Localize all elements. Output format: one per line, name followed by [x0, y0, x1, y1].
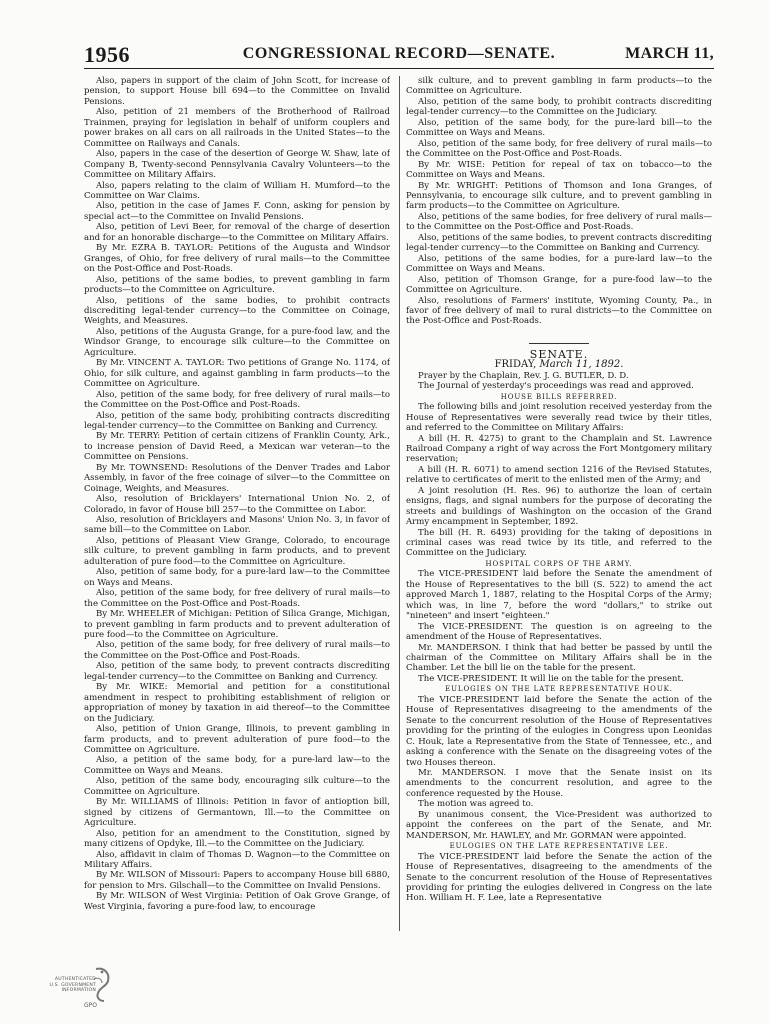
petition-paragraph: By Mr. WILSON of Missouri: Papers to accompany House bill 6880, for pension to Mrs. Gilschall—to the Committee on Invalid Pensions.	[84, 870, 390, 891]
petition-paragraph: Also, petitions of the same bodies, for free delivery of rural mails—to the Committee on the Post-Office and Post-Roads.	[406, 211, 712, 233]
publication-title: CONGRESSIONAL RECORD—SENATE.	[242, 45, 556, 62]
logo-gpo-mark: GPO	[84, 1002, 97, 1009]
petition-paragraph: Also, resolution of Bricklayers' International Union No. 2, of Colorado, in favor of House bill 257—to the Committee on Labor.	[84, 494, 390, 515]
hospital-corps-text	[406, 569, 712, 684]
petition-paragraph: Also, petition of the same body, for free delivery of rural mails—to the Committee on the Post-Office and Post-Roads.	[84, 588, 390, 609]
subhead-eulogies-houk: EULOGIES ON THE LATE REPRESENTATIVE HOUK.	[445, 685, 673, 694]
petition-paragraph: Also, papers in support of the claim of John Scott, for increase of pension, to support House bill 694—to the Committee on Invalid Pensions.	[84, 76, 390, 107]
petition-paragraph: Also, petition of same body, for a pure-lard law—to the Committee on Ways and Means.	[84, 567, 390, 588]
petition-paragraph: By Mr. EZRA B. TAYLOR: Petitions of the Augusta and Windsor Granges, of Ohio, for free delivery of rural mails—to the Committee on the Post-Office and Post-Roads.	[84, 243, 390, 275]
petition-paragraph: Also, petition of Union Grange, Illinois, to prevent gambling in farm products, and to prevent adulteration of pure food—to the Committee on Agriculture.	[84, 724, 390, 755]
subhead-hospital-corps: HOSPITAL CORPS OF THE ARMY.	[485, 559, 633, 568]
petition-paragraph: Also, petitions of the Augusta Grange, for a pure-food law, and the Windsor Grange, to encourage silk culture—to the Committee on Agriculture.	[84, 326, 390, 358]
petition-paragraph: Also, affidavit in claim of Thomas D. Wagnon—to the Committee on Military Affairs.	[84, 849, 390, 870]
petition-paragraph: Also, petition in the case of James F. Conn, asking for pension by special act—to the Committee on Invalid Pensions.	[84, 201, 390, 222]
proceedings-paragraph: The motion was agreed to.	[418, 799, 534, 810]
petition-paragraph: Also, petition of the same body, to prevent contracts discrediting legal-tender currency—to the Committee on Banking and Currency.	[84, 661, 390, 682]
petition-paragraph: Also, petition of Thomson Grange, for a pure-food law—to the Committee on Agriculture.	[406, 274, 712, 296]
proceedings-paragraph: The VICE-PRESIDENT laid before the Senate the amendment of the House of Representatives to the bill (S. 522) to amend the act approved March 1, 1887, relating to the Hospital Corps of the Army; which was, in line 7, before the word "dollars," to strike out "nineteen" and insert "eighteen."	[406, 569, 712, 622]
proceedings-paragraph: The following bills and joint resolution received yesterday from the House of Representatives were severally read twice by their titles, and referred to the Committee on Military Affairs:	[406, 402, 712, 434]
subhead-house-bills: HOUSE BILLS REFERRED.	[500, 392, 618, 401]
petition-paragraph: Also, petition for an amendment to the Constitution, signed by many citizens of Opdyke, Ill.—to the Committee on the Judiciary.	[84, 828, 390, 850]
gpo-authentication-logo	[36, 965, 116, 1015]
section-divider	[529, 343, 589, 344]
proceedings-paragraph: The VICE-PRESIDENT. The question is on agreeing to the amendment of the House of Representatives.	[406, 621, 712, 643]
petition-paragraph: Also, petitions of Pleasant View Grange, Colorado, to encourage silk culture, to prevent gambling in farm products, and to prevent adulteration of pure food—to the Committee on Agriculture.	[84, 535, 390, 567]
senate-opening	[406, 371, 712, 392]
house-bills-text	[406, 402, 712, 559]
petition-paragraph: Also, petitions of the same bodies, for a pure-lard law—to the Committee on Ways and Means.	[406, 253, 712, 275]
petition-paragraph: By Mr. WILSON of West Virginia: Petition of Oak Grove Grange, of West Virginia, favoring a pure-food law, to encourage	[84, 891, 390, 912]
logo-line-2: U.S. GOVERNMENT	[49, 982, 96, 988]
petition-paragraph: Also, petition of the same body, for the pure-lard bill—to the Committee on Ways and Means.	[406, 117, 712, 139]
proceedings-paragraph: Mr. MANDERSON. I move that the Senate insist on its amendments to the concurrent resolution, and agree to the conference requested by the House.	[406, 768, 712, 799]
petition-paragraph: Also, petition of Levi Beer, for removal of the charge of desertion and for an honorable discharge—to the Committee on Military Affairs.	[84, 222, 390, 243]
proceedings-paragraph: By unanimous consent, the Vice-President was authorized to appoint the conferees on the part of the Senate, and Mr. MANDERSON, Mr. HAWLEY, and Mr. GORMAN were appointed.	[406, 809, 712, 841]
petition-paragraph: Also, petition of the same body, for free delivery of rural mails—to the Committee on the Post-Office and Post-Roads.	[84, 640, 390, 661]
page-number: 1956	[84, 42, 130, 67]
proceedings-paragraph: The Journal of yesterday's proceedings was read and approved.	[418, 381, 694, 392]
senate-date-weekday: FRIDAY,	[494, 359, 537, 371]
proceedings-paragraph: A bill (H. R. 6071) to amend section 1216 of the Revised Statutes, relative to certificates of merit to the enlisted men of the Army; and	[406, 464, 712, 486]
petition-paragraph: By Mr. VINCENT A. TAYLOR: Two petitions of Grange No. 1174, of Ohio, for silk culture, and against gambling in farm products—to the Committee on Agriculture.	[84, 358, 390, 390]
petition-paragraph: silk culture, and to prevent gambling in farm products—to the Committee on Agriculture.	[406, 76, 712, 97]
proceedings-paragraph: A joint resolution (H. Res. 96) to authorize the loan of certain ensigns, flags, and signal numbers for the purpose of decorating the streets and buildings of Washington on the occasion of the Grand Army encampment in September, 1892.	[406, 485, 712, 528]
petition-paragraph: By Mr. WILLIAMS of Illinois: Petition in favor of antioption bill, signed by citizens of Germantown, Ill.—to the Committee on Agriculture.	[84, 797, 390, 829]
logo-line-3: INFORMATION	[61, 988, 96, 994]
right-column	[406, 76, 712, 931]
eulogies-houk-text	[406, 695, 712, 841]
petition-paragraph: Also, petition of the same body, for free delivery of rural mails—to the Committee on the Post-Office and Post-Roads.	[406, 138, 712, 160]
subhead-eulogies-lee: EULOGIES ON THE LATE REPRESENTATIVE LEE.	[449, 842, 669, 851]
senate-date-value: March 11, 1892.	[539, 359, 624, 371]
senate-heading: SENATE.	[529, 347, 589, 361]
house-petitions-continued	[406, 76, 712, 327]
petition-paragraph: Also, a petition of the same body, for a pure-lard law—to the Committee on Ways and Means.	[84, 755, 390, 776]
petition-paragraph: Also, petitions of the same bodies, to prohibit contracts discrediting legal-tender currency—to the Committee on Coinage, Weights, and Measures.	[84, 295, 390, 327]
petition-paragraph: Also, papers in the case of the desertion of George W. Shaw, late of Company B, Twenty-second Pennsylvania Cavalry Volunteers—to the Committee on Military Affairs.	[84, 149, 390, 181]
petition-paragraph: By Mr. WHEELER of Michigan: Petition of Silica Grange, Michigan, to prevent gambling in farm products and to prevent adulteration of pure food—to the Committee on Agriculture.	[84, 609, 390, 641]
header-date: MARCH 11,	[625, 45, 714, 62]
petition-paragraph: By Mr. TERRY: Petition of certain citizens of Franklin County, Ark., to increase pension of David Reed, a Mexican war veteran—to the Committee on Pensions.	[84, 431, 390, 463]
petition-paragraph: By Mr. WIKE: Memorial and petition for a constitutional amendment in respect to prohibiting establishment of religion or appropriation of money by taxation in aid thereof—to the Committee on the Judiciary.	[84, 682, 390, 724]
logo-caption	[36, 977, 96, 994]
eagle-icon	[90, 965, 114, 1003]
left-column	[84, 76, 390, 931]
petition-paragraph: By Mr. WISE: Petition for repeal of tax on tobacco—to the Committee on Ways and Means.	[406, 159, 712, 181]
petition-paragraph: Also, petition of the same body, prohibiting contracts discrediting legal-tender currency—to the Committee on Banking and Currency.	[84, 410, 390, 431]
proceedings-paragraph: Prayer by the Chaplain, Rev. J. G. BUTLER, D. D.	[418, 370, 629, 381]
petition-paragraph: By Mr. TOWNSEND: Resolutions of the Denver Trades and Labor Assembly, in favor of the free coinage of silver—to the Committee on Coinage, Weights, and Measures.	[84, 462, 390, 494]
petition-paragraph: Also, resolutions of Farmers' institute, Wyoming County, Pa., in favor of free delivery of mail to rural districts—to the Committee on the Post-Office and Post-Roads.	[406, 295, 712, 327]
column-divider	[399, 76, 400, 931]
petition-paragraph: Also, petition of the same body, for free delivery of rural mails—to the Committee on the Post-Office and Post-Roads.	[84, 389, 390, 411]
petition-paragraph: Also, petitions of the same bodies, to prevent gambling in farm products—to the Committee on Agriculture.	[84, 274, 390, 296]
petition-paragraph: Also, petition of the same body, to prohibit contracts discrediting legal-tender currency—to the Committee on the Judiciary.	[406, 96, 712, 118]
logo-line-1: AUTHENTICATED	[54, 977, 96, 982]
proceedings-paragraph: The VICE-PRESIDENT laid before the Senate the action of the House of Representatives, disagreeing to the amendments of the Senate to the concurrent resolution of the House of Representatives providing for printing the eulogies delivered in Congress on the late Hon. William H. F. Lee, late a Representative	[406, 851, 712, 904]
proceedings-paragraph: The VICE-PRESIDENT. It will lie on the table for the present.	[418, 673, 684, 684]
proceedings-paragraph: The VICE-PRESIDENT laid before the Senate the action of the House of Representatives disagreeing to the amendments of the Senate to the concurrent resolution of the House of Representatives providing for the printing of the eulogies in Congress upon Leonidas C. Houk, late a Representative from the State of Tennessee, etc., and asking a conference with the Senate on the disagreeing votes of the two Houses thereon.	[406, 694, 712, 768]
eulogies-lee-text	[406, 852, 712, 904]
senate-date	[406, 360, 712, 370]
petition-paragraph: Also, petition of 21 members of the Brotherhood of Railroad Trainmen, praying for legislation in behalf of uniform couplers and power brakes on all cars on all railroads in the United States—to the Committee on Railways and Canals.	[84, 107, 390, 149]
proceedings-paragraph: A bill (H. R. 4275) to grant to the Champlain and St. Lawrence Railroad Company a right of way across the Fort Montgomery military reservation;	[406, 433, 712, 465]
proceedings-paragraph: The bill (H. R. 6493) providing for the taking of depositions in criminal cases was read twice by its title, and referred to the Committee on the Judiciary.	[406, 527, 712, 559]
petition-paragraph: Also, petitions of the same bodies, to prevent contracts discrediting legal-tender currency—to the Committee on Banking and Currency.	[406, 232, 712, 254]
page-header	[84, 42, 714, 69]
petition-paragraph: Also, papers relating to the claim of William H. Mumford—to the Committee on War Claims.	[84, 180, 390, 201]
petition-paragraph: By Mr. WRIGHT: Petitions of Thomson and Iona Granges, of Pennsylvania, to encourage silk culture, and to prevent gambling in farm products—to the Committee on Agriculture.	[406, 180, 712, 212]
petition-paragraph: Also, petition of the same body, encouraging silk culture—to the Committee on Agriculture.	[84, 776, 390, 797]
proceedings-paragraph: Mr. MANDERSON. I think that had better be passed by until the chairman of the Committee on Military Affairs shall be in the Chamber. Let the bill lie on the table for the present.	[406, 642, 712, 674]
petition-paragraph: Also, resolution of Bricklayers and Masons' Union No. 3, in favor of same bill—to the Committee on Labor.	[84, 515, 390, 536]
